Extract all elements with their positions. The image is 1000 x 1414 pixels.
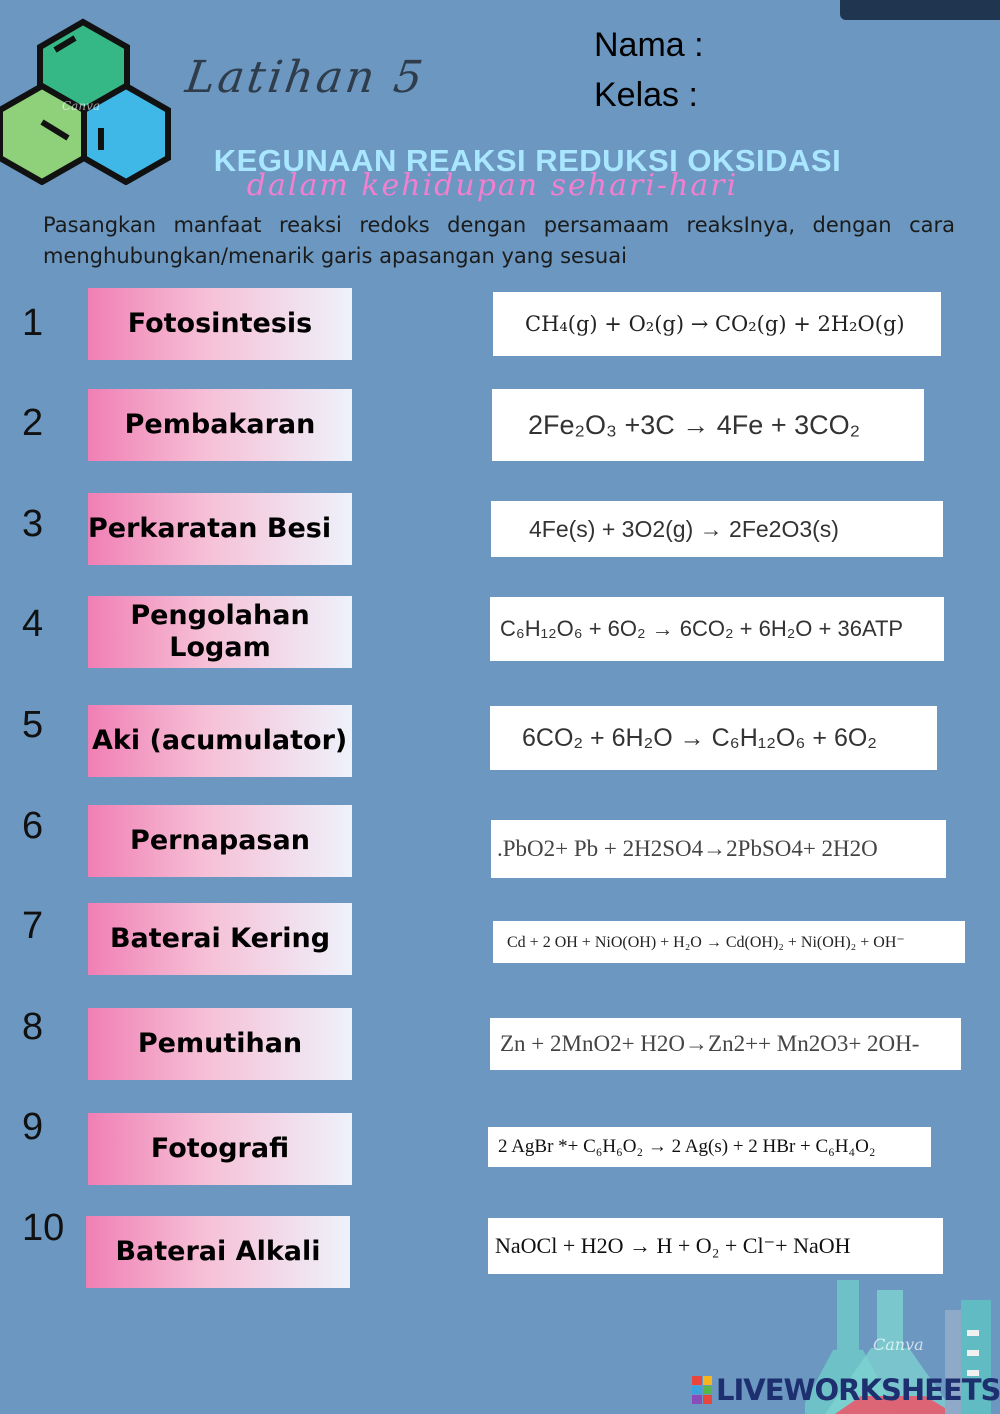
item-number: 1 xyxy=(22,302,44,344)
item-number: 9 xyxy=(22,1106,44,1148)
match-card-pemutihan[interactable]: Pemutihan xyxy=(88,1008,352,1080)
equation-box[interactable]: C₆H₁₂O₆ + 6O₂ → 6CO₂ + 6H₂O + 36ATP xyxy=(490,597,944,661)
watermark-text: LIVEWORKSHEETS xyxy=(716,1373,1000,1407)
match-card-perkaratan-besi[interactable]: Perkaratan Besi xyxy=(88,493,352,565)
instructions-text: Pasangkan manfaat reaksi redoks dengan persamaam reaksInya, dengan cara menghubungkan/menarik garis apasangan yang sesuai xyxy=(43,213,955,268)
svg-text:Canva: Canva xyxy=(62,99,100,113)
match-card-pembakaran[interactable]: Pembakaran xyxy=(88,389,352,461)
match-card-baterai-kering[interactable]: Baterai Kering xyxy=(88,903,352,975)
item-number: 4 xyxy=(22,603,44,645)
equation-box[interactable]: Zn + 2MnO2+ H2O→Zn2++ Mn2O3+ 2OH- xyxy=(490,1018,961,1070)
page-title: KEGUNAAN REAKSI REDUKSI OKSIDASI xyxy=(213,143,842,178)
item-number: 8 xyxy=(22,1006,44,1048)
match-card-fotosintesis[interactable]: Fotosintesis xyxy=(88,288,352,360)
liveworksheets-logo-icon xyxy=(692,1376,712,1404)
item-number: 10 xyxy=(22,1207,65,1249)
liveworksheets-watermark xyxy=(692,1372,1000,1408)
match-card-aki[interactable]: Aki (acumulator) xyxy=(88,705,352,777)
exercise-subtitle: Latihan 5 xyxy=(182,52,429,103)
equation-box[interactable]: .PbO2+ Pb + 2H2SO4→2PbSO4+ 2H2O xyxy=(491,820,946,878)
equation-box[interactable]: Cd + 2 OH + NiO(OH) + H₂O → Cd(OH)₂ + Ni(OH)₂ + OH⁻ xyxy=(493,921,965,963)
item-number: 7 xyxy=(22,905,44,947)
page-subtitle-script: dalam kehidupan sehari-hari xyxy=(246,168,739,203)
item-number: 3 xyxy=(22,503,44,545)
equation-box[interactable]: 2Fe₂O₃ +3C → 4Fe + 3CO₂ xyxy=(492,389,924,461)
equation-box[interactable]: 2 AgBr *+ C₆H₆O₂ → 2 Ag(s) + 2 HBr + C₆H₄O₂ xyxy=(488,1127,931,1167)
svg-text:Canva: Canva xyxy=(873,1335,924,1354)
name-field-label: Nama : xyxy=(594,26,704,64)
equation-box[interactable]: CH₄(g) + O₂(g) → CO₂(g) + 2H₂O(g) xyxy=(493,292,941,356)
equation-box[interactable]: 4Fe(s) + 3O2(g) → 2Fe2O3(s) xyxy=(491,501,943,557)
item-number: 5 xyxy=(22,704,44,746)
equation-box[interactable]: NaOCl + H2O → H + O₂ + Cl⁻+ NaOH xyxy=(488,1218,943,1274)
corner-decoration xyxy=(840,0,1000,20)
match-card-pernapasan[interactable]: Pernapasan xyxy=(88,805,352,877)
equation-box[interactable]: 6CO₂ + 6H₂O → C₆H₁₂O₆ + 6O₂ xyxy=(490,706,937,770)
item-number: 6 xyxy=(22,805,44,847)
match-card-fotografi[interactable]: Fotografi xyxy=(88,1113,352,1185)
class-field-label: Kelas : xyxy=(594,76,698,114)
item-number: 2 xyxy=(22,402,44,444)
match-card-baterai-alkali[interactable]: Baterai Alkali xyxy=(86,1216,350,1288)
match-card-pengolahan-logam[interactable]: Pengolahan Logam xyxy=(88,596,352,668)
